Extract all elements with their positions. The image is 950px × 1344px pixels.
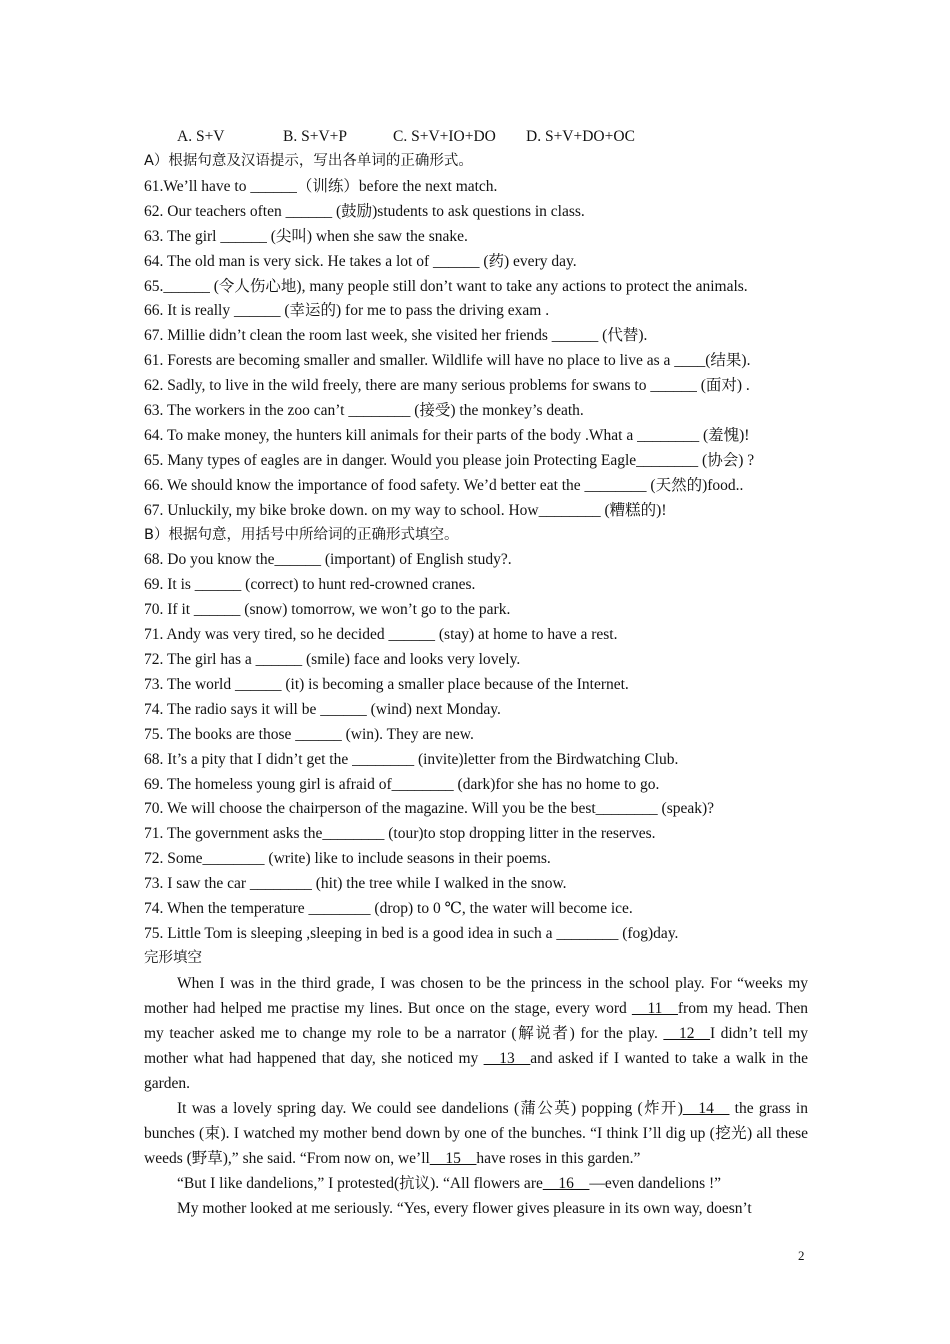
text: the grass in bunches (束). I watched my mother bend down by one of the bunches. “I think I’ll dig up (挖光) all these weeds (野草),” she said. “From now on, we’ll xyxy=(144,1100,808,1167)
exercise-line: 63. The workers in the zoo can’t ________ (接受) the monkey’s death. xyxy=(144,402,584,419)
blank-11: __11__ xyxy=(631,1000,678,1017)
exercise-line: 69. It is ______ (correct) to hunt red-crowned cranes. xyxy=(144,576,476,594)
section-heading: A）根据句意及汉语提示，写出各单词的正确形式。 xyxy=(144,153,473,169)
option-d: D. S+V+DO+OC xyxy=(526,128,635,145)
exercise-line: 64. To make money, the hunters kill animals for their parts of the body .What a ________ (羞愧)! xyxy=(144,426,750,444)
exercise-line: 67. Unluckily, my bike broke down. on my way to school. How________ (糟糕的)! xyxy=(144,501,667,519)
exercise-line: 69. The homeless young girl is afraid of________ (dark)for she has no home to go. xyxy=(144,775,660,793)
exercise-line: 70. We will choose the chairperson of the magazine. Will you be the best________ (speak)? xyxy=(144,800,715,818)
cloze-paragraph xyxy=(144,1171,808,1196)
option-b: B. S+V+P xyxy=(283,128,348,145)
answer-options xyxy=(177,124,847,149)
exercise-line: 71. The government asks the________ (tour)to stop dropping litter in the reserves. xyxy=(144,825,656,843)
text: have roses in this garden.” xyxy=(476,1150,641,1167)
exercise-line: 62. Sadly, to live in the wild freely, there are many serious problems for swans to ______ (面对) . xyxy=(144,377,750,395)
exercise-line: 73. The world ______ (it) is becoming a smaller place because of the Internet. xyxy=(144,675,629,693)
text: It was a lovely spring day. We could see dandelions (蒲公英) popping (炸开) xyxy=(177,1100,683,1117)
exercise-line: 66. We should know the importance of food safety. We’d better eat the ________ (天然的)food.. xyxy=(144,476,744,494)
exercise-line: 61.We’ll have to ______（训练）before the next match. xyxy=(144,177,498,195)
blank-15: __15__ xyxy=(429,1150,477,1167)
blank-16: __16__ xyxy=(542,1175,590,1192)
cloze-paragraph xyxy=(144,1196,808,1221)
exercise-line: 67. Millie didn’t clean the room last week, she visited her friends ______ (代替). xyxy=(144,327,648,345)
exercise-line: 74. The radio says it will be ______ (wind) next Monday. xyxy=(144,700,501,718)
text: “But I like dandelions,” I protested(抗议). “All flowers are xyxy=(177,1175,543,1192)
option-c: C. S+V+IO+DO xyxy=(393,128,496,145)
exercise-line: 71. Andy was very tired, so he decided ______ (stay) at home to have a rest. xyxy=(144,626,618,644)
exercise-line: 74. When the temperature ________ (drop) to 0 ℃, the water will become ice. xyxy=(144,900,633,917)
exercise-line: 65.______ (令人伤心地), many people still don’t want to take any actions to protect the animals. xyxy=(144,277,748,295)
blank-14: __14__ xyxy=(682,1100,730,1117)
exercise-line: 61. Forests are becoming smaller and smaller. Wildlife will have no place to live as a ____(结果). xyxy=(144,352,751,370)
cloze-paragraph xyxy=(144,971,808,1096)
exercise-line: 66. It is really ______ (幸运的) for me to pass the driving exam . xyxy=(144,302,550,320)
cloze-passage xyxy=(144,971,808,1221)
exercise-line: 63. The girl ______ (尖叫) when she saw the snake. xyxy=(144,227,468,245)
section-heading: B）根据句意，用括号中所给词的正确形式填空。 xyxy=(144,526,459,543)
exercise-line: 62. Our teachers often ______ (鼓励)students to ask questions in class. xyxy=(144,202,585,220)
text: —even dandelions !” xyxy=(589,1175,722,1192)
blank-12: __12__ xyxy=(663,1025,710,1042)
text: from my head. Then my teacher asked me to change my role to be a narrator (解说者) for the play. xyxy=(144,1000,808,1042)
exercise-line: 72. Some________ (write) like to include seasons in their poems. xyxy=(144,850,551,868)
exercise-line: 64. The old man is very sick. He takes a lot of ______ (药) every day. xyxy=(144,252,577,270)
exercise-line: 73. I saw the car ________ (hit) the tree while I walked in the snow. xyxy=(144,875,567,893)
exercise-line: 68. It’s a pity that I didn’t get the ________ (invite)letter from the Birdwatching Club. xyxy=(144,750,679,768)
exercise-line: 72. The girl has a ______ (smile) face and looks very lovely. xyxy=(144,651,521,668)
text: When I was in the third grade, I was chosen to be the princess in the school play. For “weeks my mother had helped me practise my lines. But once on the stage, every word xyxy=(144,975,808,1017)
text: and asked if I wanted to take a walk in the garden. xyxy=(144,1050,808,1092)
exercise-line: 75. The books are those ______ (win). They are new. xyxy=(144,725,474,743)
text: My mother looked at me seriously. “Yes, every flower gives pleasure in its own way, doesn’t xyxy=(177,1200,752,1217)
exercise-line: 65. Many types of eagles are in danger. Would you please join Protecting Eagle________ (协会) ? xyxy=(144,451,755,469)
blank-13: __13__ xyxy=(483,1050,531,1067)
option-a: A. S+V xyxy=(177,128,225,145)
text: I didn’t tell my mother what had happened that day, she noticed my xyxy=(144,1025,808,1067)
page-number: 2 xyxy=(798,1248,805,1263)
cloze-paragraph xyxy=(144,1096,808,1171)
exercise-line: 68. Do you know the______ (important) of English study?. xyxy=(144,551,512,569)
exercise-line: 70. If it ______ (snow) tomorrow, we won’t go to the park. xyxy=(144,601,511,619)
exercise-line: 75. Little Tom is sleeping ,sleeping in bed is a good idea in such a ________ (fog)day. xyxy=(144,924,679,942)
cloze-heading: 完形填空 xyxy=(144,950,202,966)
